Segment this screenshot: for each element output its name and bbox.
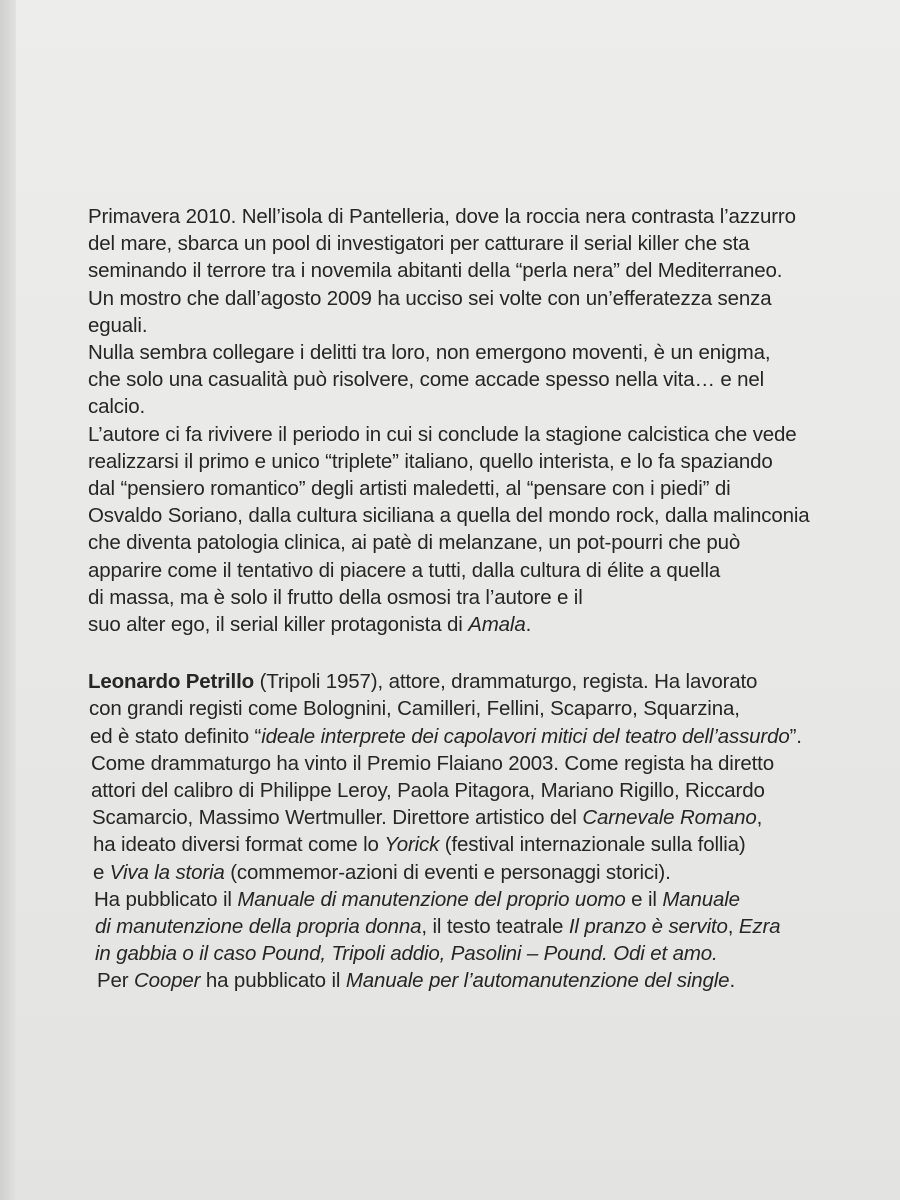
synopsis-paragraph (88, 203, 896, 638)
publisher-italic: Cooper (134, 969, 201, 993)
title-italic: Ezra (738, 915, 781, 939)
title-italic: Manuale per l’automanutenzione del single (345, 969, 730, 993)
text-fragment: . (729, 969, 735, 993)
bio-line: Come drammaturgo ha vinto il Premio Flaiano 2003. Come regista ha diretto (91, 751, 774, 775)
synopsis-line: realizzarsi il primo e unico “triplete” italiano, quello interista, e lo fa spaziando (88, 449, 773, 473)
title-italic: Carnevale Romano (582, 806, 757, 830)
title-italic: in gabbia o il caso Pound, Tripoli addio, Pasolini – Pound. Odi et amo. (95, 942, 718, 966)
text-fragment: e il (625, 887, 663, 911)
synopsis-line: Primavera 2010. Nell’isola di Pantelleria, dove la roccia nera contrasta l’azzurro (88, 205, 796, 228)
title-italic: Manuale (662, 887, 740, 911)
text-fragment: ha pubblicato il (200, 969, 346, 993)
text-fragment: Scamarcio, Massimo Wertmuller. Direttore artistico del (92, 806, 583, 830)
text-fragment: (commemor-azioni di eventi e personaggi storici). (224, 860, 671, 884)
synopsis-line: del mare, sbarca un pool di investigatori per catturare il serial killer che sta (88, 232, 750, 256)
text-fragment: Per (97, 969, 134, 993)
back-cover-text (88, 203, 896, 995)
page-edge-shadow (0, 0, 16, 1200)
quote-italic: ideale interprete dei capolavori mitici del teatro dell’assurdo (261, 724, 790, 748)
bio-line (88, 804, 896, 831)
synopsis-line: apparire come il tentativo di piacere a tutti, dalla cultura di élite a quella (88, 558, 721, 582)
synopsis-line: dal “pensiero romantico” degli artisti maledetti, al “pensare con i piedi” di (88, 477, 731, 501)
text-fragment: (Tripoli 1957), attore, drammaturgo, regista. Ha lavorato (254, 670, 758, 694)
bio-line (88, 886, 896, 913)
bio-line: attori del calibro di Philippe Leroy, Paola Pitagora, Mariano Rigillo, Riccardo (91, 779, 765, 803)
title-italic: Manuale di manutenzione del proprio uomo (237, 887, 626, 911)
text-fragment: . (525, 613, 532, 637)
bio-line (88, 831, 896, 858)
bio-line (88, 668, 896, 695)
text-fragment: ha ideato diversi format come lo (93, 833, 385, 857)
title-italic: Yorick (384, 833, 440, 857)
synopsis-line: Nulla sembra collegare i delitti tra loro, non emergono moventi, è un enigma, (88, 341, 771, 365)
text-fragment: , (756, 806, 763, 830)
bio-line (88, 723, 896, 750)
title-italic: Viva la storia (109, 860, 225, 884)
bio-line (88, 859, 896, 886)
text-fragment: Ha pubblicato il (94, 887, 238, 911)
text-fragment: e (93, 860, 110, 884)
bio-line (88, 940, 896, 967)
synopsis-line: L’autore ci fa rivivere il periodo in cui si conclude la stagione calcistica che vede (88, 422, 797, 446)
synopsis-line: che diventa patologia clinica, ai patè di melanzane, un pot-pourri che può (88, 531, 741, 555)
text-fragment: , il testo teatrale (421, 915, 569, 939)
text-fragment: (festival internazionale sulla follia) (439, 833, 746, 857)
author-name: Leonardo Petrillo (88, 670, 255, 694)
text-fragment: , (727, 915, 739, 939)
synopsis-line: che solo una casualità può risolvere, come accade spesso nella vita… e nel (88, 368, 765, 392)
synopsis-line: Un mostro che dall’agosto 2009 ha ucciso sei volte con un’efferatezza senza (88, 286, 772, 310)
text-fragment: ”. (789, 724, 802, 748)
synopsis-line: di massa, ma è solo il frutto della osmosi tra l’autore e il (88, 585, 583, 609)
bio-line (88, 913, 896, 940)
synopsis-last-line (88, 611, 896, 638)
book-title-italic: Amala (468, 613, 526, 637)
synopsis-line: Osvaldo Soriano, dalla cultura siciliana a quella del mondo rock, dalla malinconia (88, 504, 810, 528)
synopsis-line: eguali. (88, 313, 148, 337)
title-italic: Il pranzo è servito (568, 915, 728, 939)
title-italic: di manutenzione della propria donna (95, 915, 422, 939)
text-fragment: suo alter ego, il serial killer protagonista di (88, 613, 469, 637)
text-fragment: ed è stato definito “ (90, 724, 262, 748)
bio-line: con grandi registi come Bolognini, Camilleri, Fellini, Scaparro, Squarzina, (89, 697, 740, 721)
synopsis-line: calcio. (88, 395, 146, 419)
paragraph-spacer (88, 638, 896, 668)
author-bio-paragraph (88, 668, 896, 994)
synopsis-line: seminando il terrore tra i novemila abitanti della “perla nera” del Mediterraneo. (88, 259, 783, 283)
bio-line (88, 967, 896, 994)
